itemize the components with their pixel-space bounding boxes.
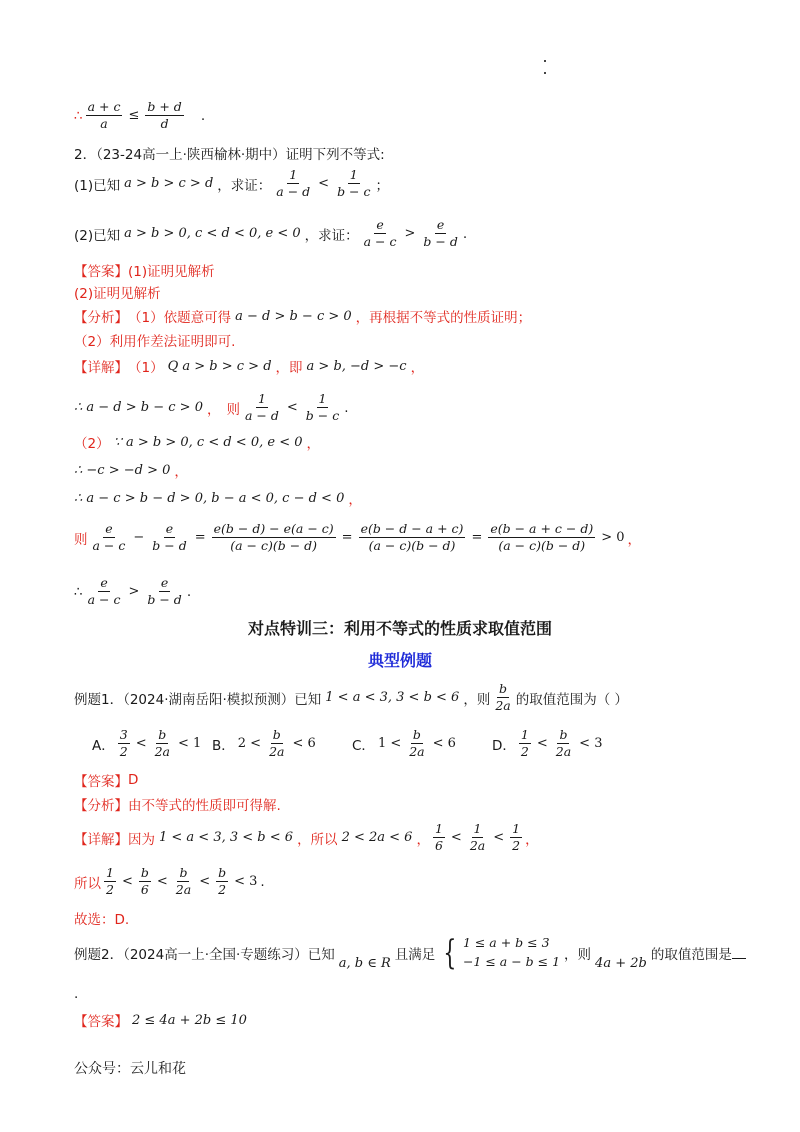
detail-step (74, 488, 362, 508)
option-b[interactable] (212, 728, 319, 760)
inequality-1: 1 ≤ a + b ≤ 3 (462, 935, 550, 950)
denominator: 2a (495, 698, 511, 714)
example-text: ，则 (463, 691, 491, 708)
example-1-analysis (74, 794, 281, 814)
final-line (74, 576, 191, 608)
math-expr: ∴ a − c > b − d > 0, b − a < 0, c − d < 0 (74, 490, 345, 506)
operator: > 0 (601, 530, 625, 546)
period: . (186, 583, 192, 600)
numerator: 1 (348, 168, 360, 184)
operator: < (199, 874, 211, 890)
detail-line-2 (74, 432, 320, 452)
fraction (145, 576, 183, 608)
operator: < (536, 736, 548, 752)
denominator: a (100, 116, 108, 132)
operator: < 6 (432, 736, 456, 752)
math-expr: ∴ a − d > b − c > 0 (74, 400, 203, 416)
operator: < (286, 400, 298, 416)
fraction (421, 218, 459, 250)
numerator: 1 (256, 392, 268, 408)
fraction (304, 392, 341, 424)
denominator: 2a (154, 744, 171, 760)
so-word: 所以 (74, 875, 101, 892)
numerator: e (103, 522, 114, 538)
numerator: b (271, 728, 283, 744)
numerator: b (139, 866, 151, 882)
denominator: a − d (244, 408, 279, 424)
math-expr: ∵ a > b > 0, c < d < 0, e < 0 (113, 434, 303, 450)
footer-text: 公众号：云儿和花 (74, 1061, 186, 1077)
then-word: 则 (74, 531, 88, 548)
denominator: a − c (87, 592, 121, 608)
text: ，求证： (304, 227, 359, 244)
denominator: b − d (147, 592, 182, 608)
answer-blank[interactable] (732, 946, 746, 959)
comma: ， (206, 401, 221, 418)
numerator: a + c (86, 100, 123, 116)
fraction (359, 522, 466, 554)
answer-label: 【答案】 (74, 774, 128, 790)
example-text: 例题2．（2024高一上·全国·专题练习）已知 (74, 946, 335, 963)
answer-label: 【答案】 (74, 264, 128, 280)
detail-text: ， (416, 831, 430, 848)
choice-text: 故选：D. (74, 912, 130, 928)
math-expr: Q a > b > c > d (167, 358, 272, 374)
denominator: 2a (269, 744, 285, 760)
denominator: a − c (363, 234, 397, 250)
problem-2-text: 2．（23-24高一上·陕西榆林·期中）证明下列不等式: (74, 147, 385, 163)
numerator: b + d (145, 100, 183, 116)
system-of-inequalities (439, 934, 560, 972)
fraction (212, 522, 336, 554)
system-rows (463, 934, 560, 972)
numerator: e(b − a + c − d) (488, 522, 595, 538)
fraction (91, 522, 128, 554)
fraction (267, 728, 286, 760)
numerator: 1 (519, 728, 531, 744)
part-label: (1)已知 (74, 177, 121, 194)
numerator: e (159, 576, 170, 592)
operator: < 3 (579, 736, 603, 752)
numerator: 1 (317, 392, 329, 408)
numerator: e (374, 218, 385, 234)
detail-text: （2） (74, 436, 110, 452)
then-word: 则 (226, 401, 240, 418)
period: . (260, 873, 265, 890)
comma: ， (306, 436, 320, 452)
operator: = (471, 530, 483, 546)
denominator: 2 (106, 882, 114, 898)
operator: > (404, 226, 416, 242)
fraction (174, 866, 193, 898)
analysis-text: （2）利用作差法证明即可. (74, 334, 236, 350)
numerator: e (164, 522, 175, 538)
example-text: 例题1．（2024·湖南岳阳·模拟预测）已知 (74, 691, 322, 708)
denominator: (a − c)(b − d) (368, 538, 456, 554)
math-expr: a, b ∈ R (338, 956, 391, 972)
period: . (344, 399, 349, 416)
option-label: B． (212, 737, 235, 754)
operator: < (450, 830, 462, 846)
operator: < (493, 830, 505, 846)
denominator: 2 (119, 744, 128, 760)
operator: < 3 (234, 874, 258, 890)
option-a[interactable] (92, 728, 204, 760)
analysis-text: （1）依题意可得 (128, 310, 232, 326)
denominator: 2a (469, 838, 486, 854)
example-2-answer (74, 1010, 251, 1030)
denominator: a − d (276, 184, 311, 200)
example-1-result (74, 866, 265, 898)
fraction (554, 728, 573, 760)
answer-line-2 (74, 282, 161, 302)
analysis-line-2 (74, 330, 235, 350)
section-title: 对点特训三：利用不等式的性质求取值范围 (247, 619, 552, 638)
analysis-label: 【分析】 (74, 798, 128, 814)
denominator: 2a (409, 744, 425, 760)
conclusion-line (74, 100, 205, 132)
corner-mark-2 (544, 72, 546, 74)
operator: 1 < (377, 736, 402, 752)
fraction (488, 522, 595, 554)
numerator: b (411, 728, 423, 744)
math-expr: 1 < a < 3, 3 < b < 6 (159, 830, 294, 846)
comma: ， (174, 464, 188, 480)
fraction (118, 728, 130, 760)
example-text: 的取值范围是 (650, 946, 732, 963)
example-text: 的取值范围为（ ） (515, 691, 629, 708)
numerator: 1 (104, 866, 116, 882)
numerator: 1 (472, 822, 484, 838)
fraction (139, 866, 151, 898)
numerator: b (177, 866, 189, 882)
denominator: (a − c)(b − d) (498, 538, 586, 554)
numerator: 1 (510, 822, 522, 838)
footer (74, 1058, 186, 1078)
fraction (104, 866, 116, 898)
math-expr: a > b > c > d (124, 176, 214, 192)
fraction (362, 218, 399, 250)
example-2-question (74, 934, 746, 972)
fraction (407, 728, 426, 760)
text: ； (375, 177, 389, 194)
brace-icon: { (443, 932, 457, 973)
numerator: b (497, 682, 509, 698)
inequality-2: −1 ≤ a − b ≤ 1 (462, 953, 561, 969)
answer-text: D (128, 772, 139, 788)
example-1-question (74, 682, 628, 714)
denominator: 2a (555, 744, 572, 760)
denominator: (a − c)(b − d) (230, 538, 318, 554)
numerator: e(b − d − a + c) (359, 522, 466, 538)
part-label: (2)已知 (74, 227, 121, 244)
fraction (86, 576, 123, 608)
detail-step (74, 392, 349, 424)
period: . (200, 107, 206, 124)
comma: ， (348, 492, 362, 508)
operator: = (194, 530, 206, 546)
denominator: 6 (140, 882, 149, 898)
operator: ≤ (128, 108, 140, 124)
operator: < 6 (292, 736, 316, 752)
denominator: 6 (434, 838, 443, 854)
text: ，求证： (217, 177, 272, 194)
detail-step (74, 460, 188, 480)
option-d[interactable] (492, 728, 605, 760)
detail-line (74, 356, 424, 376)
math-expr: 2 ≤ 4a + 2b ≤ 10 (132, 1012, 247, 1028)
option-c[interactable] (352, 728, 459, 760)
example-text: ，则 (564, 946, 592, 963)
fraction (468, 822, 487, 854)
denominator: 2a (175, 882, 192, 898)
option-label: A． (92, 737, 115, 754)
analysis-text: ，再根据不等式的性质证明； (355, 310, 532, 326)
option-label: C． (352, 737, 375, 754)
numerator: 3 (118, 728, 130, 744)
example-1-answer (74, 770, 138, 790)
period: . (74, 986, 79, 1002)
denominator: b − d (423, 234, 458, 250)
numerator: b (216, 866, 228, 882)
operator: < (135, 736, 147, 752)
text: . (462, 225, 468, 242)
operator: < (318, 176, 330, 192)
detail-text: ，所以 (297, 831, 338, 848)
math-expr: 1 < a < 3, 3 < b < 6 (325, 690, 460, 706)
corner-mark-1 (544, 60, 546, 62)
numerator: e(b − d) − e(a − c) (212, 522, 336, 538)
detail-label: 【详解】 (74, 831, 128, 848)
numerator: e (98, 576, 109, 592)
math-expr: ∴ −c > −d > 0 (74, 462, 171, 478)
operator: = (341, 530, 353, 546)
denominator: a − c (92, 538, 126, 554)
comma: ， (627, 531, 642, 548)
denominator: 2 (520, 744, 529, 760)
example-1-detail (74, 822, 539, 854)
denominator: 2 (218, 882, 227, 898)
fraction (433, 822, 445, 854)
numerator: 1 (287, 168, 299, 184)
fraction (519, 728, 531, 760)
fraction (493, 682, 512, 714)
analysis-text: 由不等式的性质即可得解. (128, 798, 281, 814)
operator: > (128, 584, 140, 600)
math-expr: 2 < 2a < 6 (341, 830, 413, 846)
fraction (145, 100, 183, 132)
operator: < (121, 874, 133, 890)
fraction (510, 822, 522, 854)
denominator: d (160, 116, 169, 132)
fraction (335, 168, 372, 200)
denominator: b − c (337, 184, 371, 200)
fraction (216, 866, 228, 898)
detail-text: 因为 (128, 831, 155, 848)
analysis-line (74, 306, 531, 326)
denominator: 2 (512, 838, 521, 854)
problem-2-part-1 (74, 168, 389, 200)
difference-line (74, 522, 641, 554)
fraction (274, 168, 312, 200)
fraction (243, 392, 281, 424)
math-expr: a > b, −d > −c (306, 358, 407, 374)
option-label: D． (492, 737, 516, 754)
numerator: b (557, 728, 569, 744)
analysis-label: 【分析】 (74, 310, 128, 326)
denominator: b − c (305, 408, 340, 424)
math-expr: 4a + 2b (595, 956, 647, 972)
therefore-symbol: ∴ (74, 583, 83, 600)
problem-2-header (74, 143, 385, 163)
numerator: 1 (433, 822, 445, 838)
comma: ， (525, 831, 539, 848)
detail-label: 【详解】 (74, 360, 128, 376)
detail-text: （1） (128, 360, 164, 376)
numerator: e (435, 218, 446, 234)
section-subtitle: 典型例题 (367, 651, 432, 670)
operator: < (156, 874, 168, 890)
answer-line (74, 260, 215, 280)
denominator: b − d (152, 538, 187, 554)
fraction (150, 522, 188, 554)
detail-text: ， (410, 360, 425, 376)
answer-text: (2)证明见解析 (74, 286, 161, 302)
answer-label: 【答案】 (74, 1014, 128, 1030)
detail-text: ，即 (275, 360, 303, 376)
operator: 2 < (237, 736, 262, 752)
therefore-symbol: ∴ (74, 107, 83, 124)
example-text: 且满足 (394, 946, 436, 963)
math-expr: a > b > 0, c < d < 0, e < 0 (124, 226, 301, 242)
example-1-choice (74, 908, 129, 928)
math-expr: a − d > b − c > 0 (235, 308, 352, 324)
fraction (86, 100, 123, 132)
numerator: b (156, 728, 168, 744)
answer-text: (1)证明见解析 (128, 264, 215, 280)
fraction (153, 728, 172, 760)
problem-2-part-2 (74, 218, 467, 250)
example-2-dot-line (74, 986, 78, 1002)
operator: − (133, 530, 145, 546)
operator: < 1 (178, 736, 202, 752)
